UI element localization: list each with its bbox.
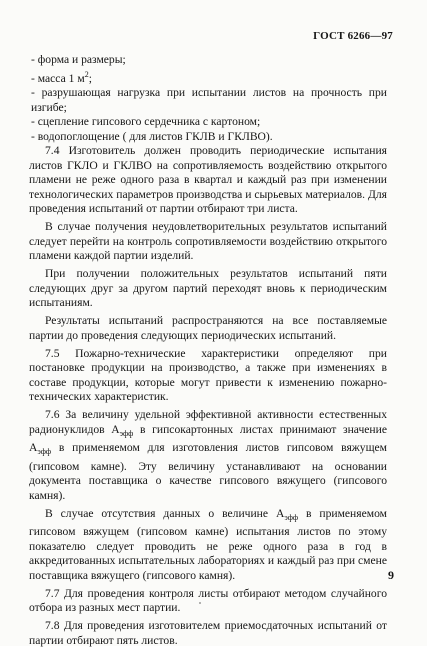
list-item-shape: - форма и размеры; <box>31 53 126 66</box>
aeff-subscript: эфф <box>37 447 52 456</box>
paragraph-7-4: 7.4 Изготовитель должен проводить периодические испытания листов ГКЛО и ГКЛВО на сопротивляемость воздействию открытого пламени не реже одного раза в квартал и каждый раз при изменении технологических параметров производства и сырьевых материалов. Для проведения испытаний от партии отбирают три листа. <box>29 144 387 215</box>
paragraph-7-7: 7.7 Для проведения контроля листы отбирают методом случайного отбора из разных мест партии. <box>29 586 387 614</box>
p7-6-part-3: в применяемом для изготовления листов гипсовом вяжущем (гипсовом камне). Эту величину устанавливают на основании документа поставщика о качестве гипсового вяжущего (гипсового камня). <box>29 441 387 502</box>
paragraph-7-6 <box>29 408 387 503</box>
scan-speck <box>199 602 201 604</box>
absence-part-2: в применяемом гипсовом вяжущем (гипсовом камне) испытания листов по этому показателю следует проводить не реже одного раза в год в аккредитованных испытательных лабораториях и каждый раз при смене поставщика вяжущего (гипсового камня). <box>29 506 387 582</box>
page-number: 9 <box>388 568 394 582</box>
mass-punctuation: ; <box>88 71 92 85</box>
list-item-water-absorption: - водопоглощение ( для листов ГКЛВ и ГКЛВО). <box>31 129 273 143</box>
p7-6-part-2: в гипсокартонных листах принимают значение А <box>29 422 387 454</box>
list-item-adhesion: - сцепление гипсового сердечника с картоном; <box>31 115 261 128</box>
standard-header: ГОСТ 6266—97 <box>313 30 393 42</box>
paragraph-unsatisfactory-results: В случае получения неудовлетворительных результатов испытаний следует перейти на контроль сопротивляемости воздействию открытого пламени каждой партии изделий. <box>29 220 387 262</box>
paragraph-7-5: 7.5 Пожарно-технические характеристики определяют при постановке продукции на производство, а также при изменениях в составе продукции, которые могут привести к изменению пожарно-технических характеристик. <box>29 346 387 403</box>
paragraph-data-absence <box>29 507 387 584</box>
paragraph-results-extend: Результаты испытаний распространяются на все поставляемые партии до проведения следующих периодических испытаний. <box>29 314 387 342</box>
aeff-subscript: эфф <box>119 428 134 438</box>
mass-text: - масса 1 м <box>31 71 85 85</box>
absence-part-1: В случае отсутствия данных о величине А <box>45 506 285 520</box>
paragraph-positive-results: При получении положительных результатов испытаний пяти следующих друг за другом партий переходят вновь к периодическим испытаниям. <box>29 267 387 309</box>
document-body <box>29 53 387 648</box>
list-item-mass <box>29 68 387 87</box>
list-item-breaking-load: - разрушающая нагрузка при испытании листов на прочность при изгибе; <box>31 86 387 114</box>
aeff-subscript: эфф <box>284 512 299 522</box>
p7-6-part-1: 7.6 За величину удельной эффективной активности естественных радионуклидов А <box>29 408 387 436</box>
mass-superscript: 2 <box>84 69 89 79</box>
paragraph-7-8: 7.8 Для проведения изготовителем приемосдаточных испытаний от партии отбирают пять листов. <box>29 619 387 647</box>
